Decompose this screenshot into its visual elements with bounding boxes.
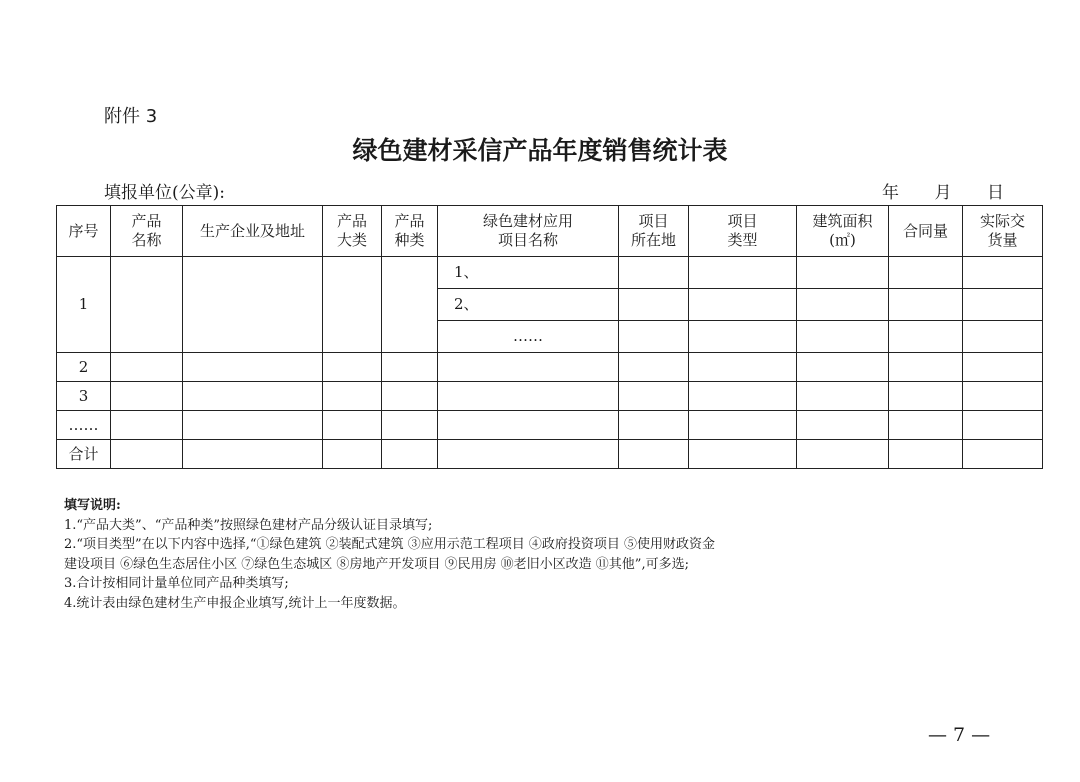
attachment-label: 附件 3 bbox=[104, 106, 158, 127]
table-cell bbox=[438, 353, 619, 382]
instruction-line: 1.“产品大类”、“产品种类”按照绿色建材产品分级认证目录填写; bbox=[64, 517, 433, 533]
table-cell bbox=[963, 382, 1043, 411]
row-index: 2 bbox=[57, 353, 111, 382]
table-cell bbox=[797, 411, 889, 440]
table-row bbox=[57, 411, 1043, 440]
header-cell: 绿色建材应用 项目名称 bbox=[438, 206, 619, 257]
table-header-row bbox=[57, 206, 1043, 257]
table-cell bbox=[797, 321, 889, 353]
table-cell bbox=[689, 289, 797, 321]
instructions-title: 填写说明: bbox=[64, 498, 121, 513]
table-cell bbox=[689, 353, 797, 382]
table-cell bbox=[382, 382, 438, 411]
table-cell bbox=[323, 257, 382, 353]
header-cell: 生产企业及地址 bbox=[183, 206, 323, 257]
date-line bbox=[882, 178, 1004, 203]
table-cell bbox=[797, 353, 889, 382]
header-cell: 项目 所在地 bbox=[619, 206, 689, 257]
table-cell bbox=[889, 411, 963, 440]
table-cell bbox=[438, 411, 619, 440]
table-cell bbox=[889, 353, 963, 382]
table-cell bbox=[183, 440, 323, 469]
table-cell bbox=[111, 411, 183, 440]
page-number: — 7 — bbox=[928, 724, 991, 746]
table-row bbox=[57, 382, 1043, 411]
table-cell bbox=[963, 289, 1043, 321]
table-cell bbox=[619, 321, 689, 353]
table-cell bbox=[689, 440, 797, 469]
table-cell bbox=[323, 353, 382, 382]
sales-statistics-table bbox=[56, 205, 1043, 469]
instruction-line: 2.“项目类型”在以下内容中选择,“①绿色建筑 ②装配式建筑 ③应用示范工程项目 ④政府投资项目 ⑤使用财政资金 bbox=[64, 537, 716, 552]
table-cell bbox=[963, 321, 1043, 353]
table-cell bbox=[111, 353, 183, 382]
project-item: 1、 bbox=[438, 257, 619, 289]
instruction-line: 3.合计按相同计量单位同产品种类填写; bbox=[64, 576, 289, 591]
table-cell bbox=[889, 257, 963, 289]
row-index: 3 bbox=[57, 382, 111, 411]
table-row bbox=[57, 353, 1043, 382]
row-index: 合计 bbox=[57, 440, 111, 469]
table-cell bbox=[689, 321, 797, 353]
table-cell bbox=[382, 440, 438, 469]
table-cell bbox=[183, 411, 323, 440]
form-title: 绿色建材采信产品年度销售统计表 bbox=[352, 136, 728, 165]
table-cell bbox=[619, 257, 689, 289]
table-cell bbox=[111, 382, 183, 411]
total-row bbox=[57, 440, 1043, 469]
table-cell bbox=[619, 353, 689, 382]
row-index: …… bbox=[57, 411, 111, 440]
table-cell bbox=[323, 440, 382, 469]
table-cell bbox=[438, 440, 619, 469]
header-cell: 产品 大类 bbox=[323, 206, 382, 257]
header-cell: 合同量 bbox=[889, 206, 963, 257]
table-cell bbox=[183, 382, 323, 411]
table-cell bbox=[323, 382, 382, 411]
table-cell bbox=[889, 321, 963, 353]
header-cell: 产品 种类 bbox=[382, 206, 438, 257]
instructions bbox=[64, 496, 715, 613]
table-cell bbox=[111, 257, 183, 353]
header-cell: 项目 类型 bbox=[689, 206, 797, 257]
table-row bbox=[57, 257, 1043, 289]
table-cell bbox=[382, 411, 438, 440]
header-cell: 实际交 货量 bbox=[963, 206, 1043, 257]
table-cell bbox=[797, 440, 889, 469]
table-cell bbox=[438, 382, 619, 411]
project-item: 2、 bbox=[438, 289, 619, 321]
table-cell bbox=[797, 289, 889, 321]
table-cell bbox=[323, 411, 382, 440]
table-cell bbox=[619, 411, 689, 440]
date-year: 年 bbox=[882, 183, 899, 203]
table-cell bbox=[689, 382, 797, 411]
table-cell bbox=[183, 353, 323, 382]
header-cell: 建筑面积 (㎡) bbox=[797, 206, 889, 257]
instruction-line: 4.统计表由绿色建材生产申报企业填写,统计上一年度数据。 bbox=[64, 595, 406, 611]
table-cell bbox=[963, 353, 1043, 382]
table-cell bbox=[963, 411, 1043, 440]
table-cell bbox=[689, 411, 797, 440]
table-cell bbox=[797, 382, 889, 411]
instruction-line: 建设项目 ⑥绿色生态居住小区 ⑦绿色生态城区 ⑧房地产开发项目 ⑨民用房 ⑩老旧小区改造 ⑪其他”,可多选; bbox=[64, 556, 689, 572]
date-month: 月 bbox=[934, 183, 952, 203]
header-cell: 产品 名称 bbox=[111, 206, 183, 257]
table-cell bbox=[183, 257, 323, 353]
table-cell bbox=[619, 289, 689, 321]
header-cell: 序号 bbox=[57, 206, 111, 257]
table-cell bbox=[889, 382, 963, 411]
table-cell bbox=[382, 257, 438, 353]
table-cell bbox=[619, 440, 689, 469]
table-cell bbox=[963, 257, 1043, 289]
table-cell bbox=[111, 440, 183, 469]
table-cell bbox=[619, 382, 689, 411]
table-cell bbox=[889, 289, 963, 321]
table-cell bbox=[382, 353, 438, 382]
table-cell bbox=[963, 440, 1043, 469]
project-item: …… bbox=[438, 321, 619, 353]
table-cell bbox=[689, 257, 797, 289]
row-index: 1 bbox=[57, 257, 111, 353]
date-day: 日 bbox=[987, 183, 1004, 203]
table-cell bbox=[889, 440, 963, 469]
table-cell bbox=[797, 257, 889, 289]
fill-unit-label: 填报单位(公章): bbox=[104, 183, 225, 203]
